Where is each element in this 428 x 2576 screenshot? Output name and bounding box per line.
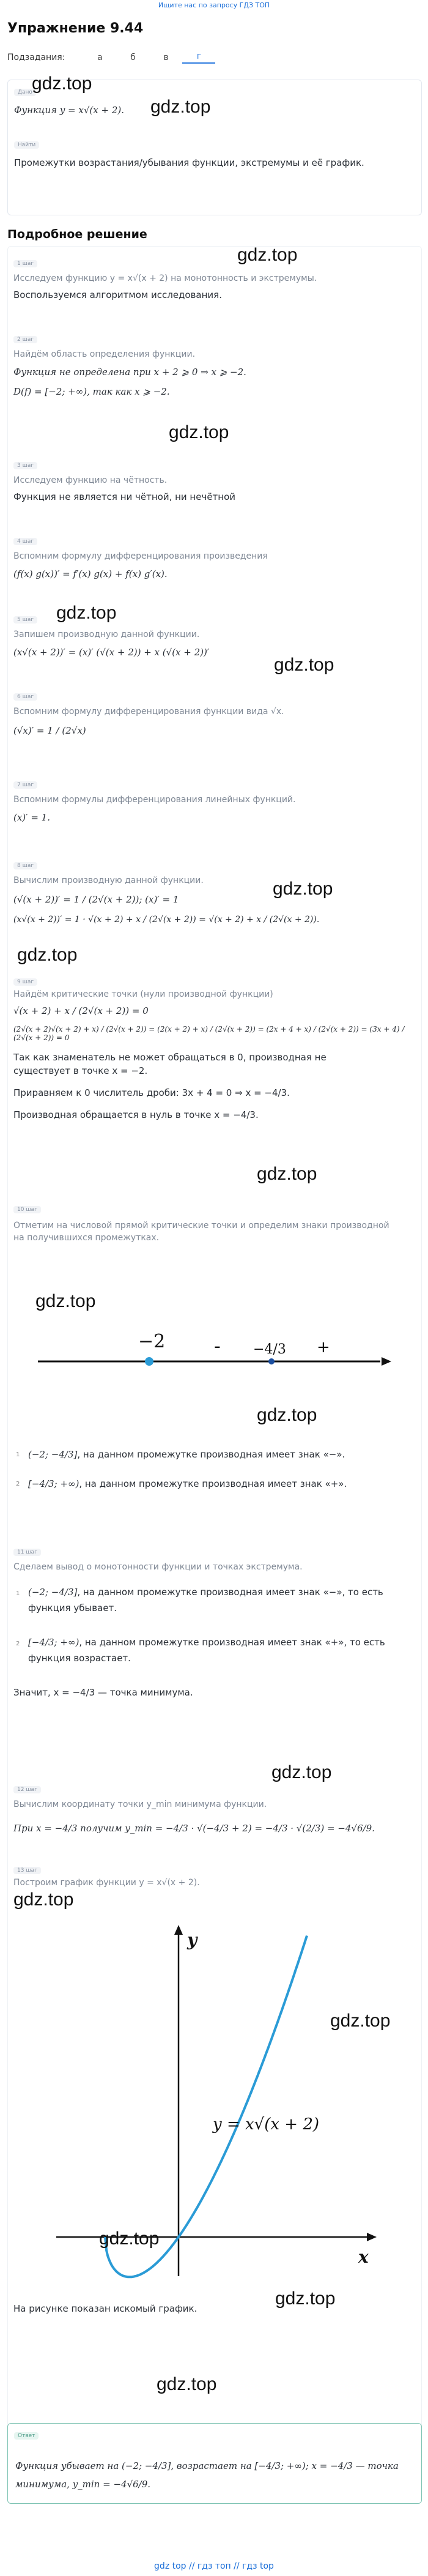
- interval-list: [7, 1449, 421, 1489]
- interval-range: (−2; −4/3]: [28, 1449, 78, 1460]
- answer-card: [7, 2423, 422, 2504]
- interval-item: [16, 1449, 421, 1460]
- step-line: При x = −4/3 получим y_min = −4/3 · √(−4/3 + 2) = −4/3 · √(2/3) = −4√6/9.: [13, 1823, 375, 1834]
- conclusion-text: , на данном промежутке производная имеет знак «+», то есть функция возрастает.: [28, 1637, 385, 1664]
- step-line: Функция не определена при x + 2 ⩾ 0 ⇒ x ⩾ −2.: [13, 367, 246, 378]
- step-subtitle: Вспомним формулу дифференцирования функции вида √x.: [13, 707, 284, 717]
- curve-label: y = x√(x + 2): [213, 2115, 320, 2134]
- interval-number: 2: [16, 1480, 20, 1487]
- watermark: gdz.top: [13, 1889, 74, 1910]
- conclusion-item: [16, 1634, 421, 1666]
- step-10: [7, 1202, 421, 1244]
- point-minus-4-3: [268, 1358, 275, 1364]
- step-line: (x)′ = 1.: [13, 812, 50, 823]
- variant-tab-a[interactable]: а: [97, 53, 103, 62]
- sign-minus: -: [214, 1336, 221, 1357]
- step-subtitle: Запишем производную данной функции.: [13, 630, 200, 639]
- watermark: gdz.top: [56, 603, 117, 623]
- variant-tabs: [7, 51, 215, 64]
- step-8: [7, 858, 421, 925]
- watermark: gdz.top: [237, 245, 298, 265]
- step-13: [7, 1863, 421, 1888]
- step-2: [7, 332, 421, 397]
- watermark: gdz.top: [275, 2288, 336, 2309]
- find-tag: Найти: [14, 141, 39, 149]
- page-title: Упражнение 9.44: [7, 21, 144, 36]
- y-axis-arrow: [174, 1925, 183, 1935]
- conclusion-text: , на данном промежутке производная имеет знак «−», то есть функция убывает.: [28, 1587, 383, 1614]
- step-line: (2√(x + 2)√(x + 2) + x) / (2√(x + 2)) = (2(x + 2) + x) / (2√(x + 2)) = (2x + 4 + x) / (2√(x + 2)) = (3x + 4) / (2√(x + 2)) = 0: [13, 1025, 405, 1042]
- watermark: gdz.top: [32, 73, 92, 94]
- step-line: Производная обращается в нуль в точке x = −4/3.: [13, 1109, 259, 1120]
- step-tag: 11 шаг: [13, 1549, 41, 1556]
- step-6: [7, 689, 421, 736]
- step-11: [7, 1544, 421, 1698]
- x-axis-arrow: [367, 2233, 377, 2241]
- step-line: (√(x + 2))′ = 1 / (2√(x + 2)); (x)′ = 1: [13, 894, 179, 905]
- conclusion-number: 1: [16, 1590, 20, 1597]
- step-tag: 4 шаг: [13, 538, 37, 545]
- given-text: Функция y = x√(x + 2).: [14, 105, 124, 116]
- step-1: [7, 256, 421, 300]
- variants-label: Подзадания:: [7, 53, 65, 62]
- label-minus-4-3: −4/3: [253, 1342, 286, 1357]
- step-line: (x√(x + 2))′ = 1 · √(x + 2) + x / (2√(x + 2)) = √(x + 2) + x / (2√(x + 2)).: [13, 915, 320, 925]
- step-tag: 13 шаг: [13, 1867, 41, 1874]
- point-minus-2: [145, 1357, 153, 1366]
- step-subtitle: Вспомним формулы дифференцирования линейных функций.: [13, 795, 296, 805]
- step-tag: 1 шаг: [13, 260, 37, 267]
- function-curve: [105, 1936, 307, 2277]
- step-subtitle: Исследуем функцию на чётность.: [13, 475, 168, 485]
- step-tag: 5 шаг: [13, 616, 37, 624]
- watermark: gdz.top: [17, 945, 78, 965]
- variant-tab-g[interactable]: г: [182, 51, 215, 64]
- step-subtitle: Вспомним формулу дифференцирования произведения: [13, 551, 268, 561]
- step-tag: 6 шаг: [13, 693, 37, 701]
- conclusion-item: [16, 1584, 421, 1616]
- watermark: gdz.top: [273, 879, 333, 899]
- answer-text: Функция убывает на (−2; −4/3], возрастает на [−4/3; +∞); x = −4/3 — точка минимума, y_min = −4√6/9.: [15, 2460, 399, 2490]
- given-tag: Дано: [14, 89, 36, 96]
- watermark: gdz.top: [271, 1762, 332, 1782]
- step-tag: 9 шаг: [13, 978, 37, 986]
- step-line: √(x + 2) + x / (2√(x + 2)) = 0: [13, 1005, 149, 1016]
- interval-number: 1: [16, 1451, 20, 1458]
- interval-item: [16, 1478, 421, 1489]
- step-subtitle: Вычислим производную данной функции.: [13, 876, 204, 885]
- watermark: gdz.top: [99, 2228, 160, 2249]
- step-4: [7, 534, 421, 579]
- step-line: (√x)′ = 1 / (2√x): [13, 725, 86, 736]
- task-card: [7, 80, 422, 215]
- sign-plus: +: [317, 1338, 330, 1357]
- search-banner[interactable]: [0, 0, 428, 11]
- conclusion-range: (−2; −4/3]: [28, 1587, 78, 1598]
- step-line: (x√(x + 2))′ = (x)′ (√(x + 2)) + x (√(x + 2))′: [13, 647, 210, 658]
- find-text: Промежутки возрастания/убывания функции, экстремумы и её график.: [14, 157, 364, 168]
- step-line: Приравняем к 0 числитель дроби: 3x + 4 = 0 ⇒ x = −4/3.: [13, 1087, 290, 1098]
- interval-range: [−4/3; +∞): [28, 1478, 79, 1489]
- watermark: gdz.top: [274, 655, 334, 675]
- step-tag: 7 шаг: [13, 781, 37, 789]
- step-tag: 8 шаг: [13, 862, 37, 869]
- step-line: Воспользуемся алгоритмом исследования.: [13, 289, 222, 300]
- conclusion-range: [−4/3; +∞): [28, 1637, 79, 1648]
- step-line: На рисунке показан искомый график.: [13, 2303, 197, 2314]
- y-axis-label: y: [187, 1930, 197, 1950]
- step-subtitle: Сделаем вывод о монотонности функции и точках экстремума.: [13, 1562, 303, 1572]
- watermark: gdz.top: [257, 1405, 317, 1425]
- watermark: gdz.top: [150, 97, 211, 117]
- function-graph: [7, 1921, 421, 2282]
- step-12: [7, 1782, 421, 1834]
- variant-tab-v[interactable]: в: [163, 53, 169, 62]
- step-subtitle: Отметим на числовой прямой критические точки и определим знаки производной на получившихся промежутках.: [13, 1221, 389, 1243]
- step-7: [7, 777, 421, 823]
- step-line: Так как знаменатель не может обращаться в 0, производная не существует в точке x = −2.: [13, 1052, 327, 1076]
- step-tag: 12 шаг: [13, 1786, 41, 1793]
- step-line: D(f) = [−2; +∞), так как x ⩾ −2.: [13, 386, 170, 397]
- variant-tab-b[interactable]: б: [130, 53, 136, 62]
- footer-link[interactable]: гдз top: [242, 2561, 274, 2571]
- watermark: gdz.top: [35, 1291, 96, 1311]
- interval-text: , на данном промежутке производная имеет знак «−».: [77, 1449, 345, 1460]
- footer-link[interactable]: gdz top: [154, 2561, 186, 2571]
- answer-tag: Ответ: [14, 2432, 39, 2440]
- conclusion-number: 2: [16, 1640, 20, 1647]
- step-tag: 2 шаг: [13, 336, 37, 343]
- footer-links: gdz top // гдз топ // гдз top: [154, 2561, 274, 2571]
- number-line: [7, 1316, 421, 1389]
- step-subtitle: Построим график функции y = x√(x + 2).: [13, 1878, 200, 1888]
- label-minus-2: −2: [138, 1331, 166, 1352]
- watermark: gdz.top: [157, 2374, 217, 2394]
- interval-text: , на данном промежутке производная имеет знак «+».: [79, 1478, 347, 1489]
- x-axis-label: x: [358, 2247, 369, 2267]
- step-line: Значит, x = −4/3 — точка минимума.: [13, 1687, 193, 1698]
- watermark: gdz.top: [169, 422, 229, 442]
- step-subtitle: Вычислим координату точки y_min минимума функции.: [13, 1800, 267, 1809]
- number-line-arrow: [382, 1357, 391, 1366]
- step-tag: 10 шаг: [13, 1206, 41, 1213]
- step-3: [7, 458, 421, 502]
- section-title: Подробное решение: [7, 228, 147, 241]
- step-line: (f(x) g(x))′ = f′(x) g(x) + f(x) g′(x).: [13, 568, 168, 579]
- search-banner-link[interactable]: Ищите нас по запросу ГДЗ ТОП: [158, 1, 270, 9]
- step-tag: 3 шаг: [13, 462, 37, 469]
- step-subtitle: Найдём критические точки (нули производной функции): [13, 989, 273, 999]
- footer-link[interactable]: гдз топ: [197, 2561, 231, 2571]
- step-9: [7, 974, 421, 1120]
- step-line: Функция не является ни чётной, ни нечётной: [13, 491, 236, 502]
- step-subtitle: Исследуем функцию y = x√(x + 2) на монотонность и экстремумы.: [13, 274, 317, 283]
- step-5: [7, 612, 421, 658]
- watermark: gdz.top: [330, 2011, 391, 2031]
- watermark: gdz.top: [257, 1164, 317, 1184]
- step-subtitle: Найдём область определения функции.: [13, 349, 196, 359]
